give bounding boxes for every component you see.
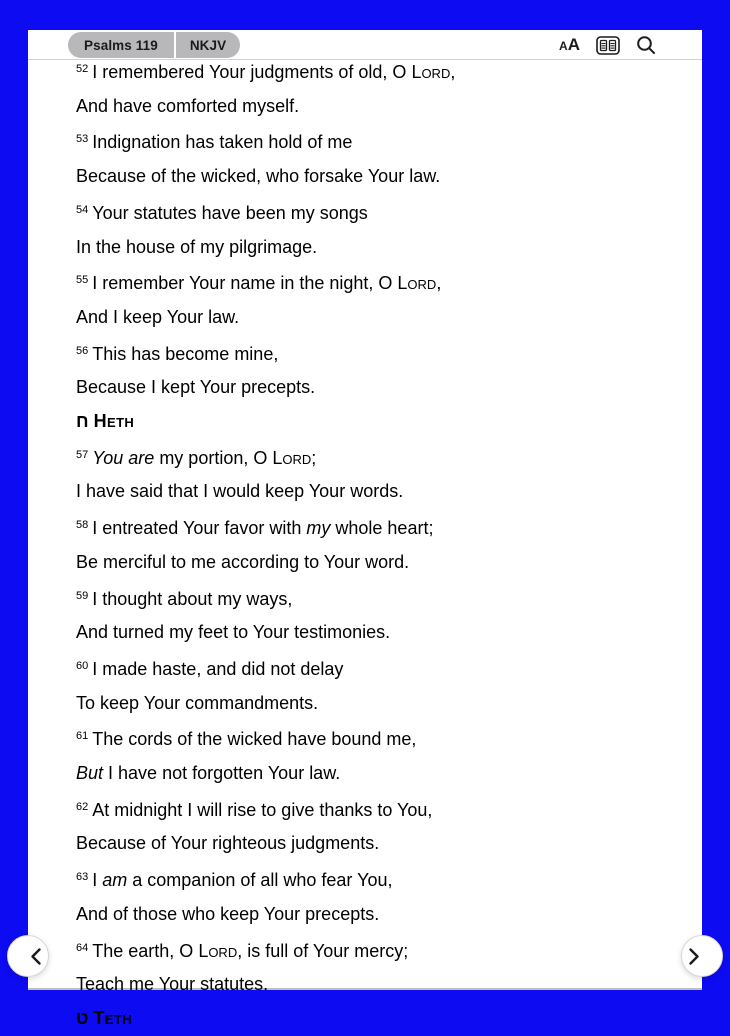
verse-line: To keep Your commandments. <box>76 692 319 713</box>
text-size-icon: A A <box>559 35 580 54</box>
verse-line: And have comforted myself. <box>76 95 300 116</box>
verse-line: $^{55}$ I remember Your name in the night, O Lord, <box>76 273 442 294</box>
verse-line: Because I kept Your precepts. <box>76 377 316 398</box>
verse-line: I have said that I would keep Your words. <box>76 481 404 502</box>
next-page-button[interactable] <box>681 935 723 977</box>
verse-line: $^{56}$ This has become mine, <box>76 343 279 364</box>
verse-number: 61 <box>76 730 89 743</box>
verse-line: $^{64}$ The earth, O Lord, is full of Your mercy; <box>76 940 409 961</box>
search-button[interactable] <box>636 35 656 55</box>
verse-number: 55 <box>76 274 89 287</box>
bible-reader-window <box>28 30 702 1028</box>
translation-button[interactable]: NKJV <box>176 32 240 58</box>
chevron-left-icon <box>23 948 33 965</box>
search-icon <box>636 35 656 55</box>
verse-line: Because of the wicked, who forsake Your law. <box>76 166 441 187</box>
verse-line: And I keep Your law. <box>76 306 240 327</box>
verse-number: 64 <box>76 941 89 954</box>
verse-number: 59 <box>76 589 89 602</box>
chevron-right-icon <box>697 948 707 965</box>
verse-line: $^{62}$ At midnight I will rise to give thanks to You, <box>76 799 433 820</box>
verse-line: $^{57}$ You are my portion, O Lord; <box>76 447 317 468</box>
verse-line: Because of Your righteous judgments. <box>76 833 380 854</box>
previous-page-button[interactable] <box>7 935 49 977</box>
verse-number: 60 <box>76 659 89 672</box>
book-chapter-button[interactable]: Psalms 119 <box>68 32 174 58</box>
verse-number: 62 <box>76 800 89 813</box>
verse-line: And of those who keep Your precepts. <box>76 903 380 924</box>
section-heading: ח Heth <box>76 411 135 432</box>
verse-line: $^{63}$ I am a companion of all who fear You, <box>76 870 393 891</box>
verse-number: 58 <box>76 519 89 532</box>
reader-icon <box>596 36 620 55</box>
verse-number: 63 <box>76 871 89 884</box>
text-size-button[interactable] <box>559 35 580 55</box>
verse-number: 56 <box>76 344 89 357</box>
verse-number: 52 <box>76 63 89 75</box>
reader-parallel-button[interactable] <box>596 36 620 55</box>
verse-line: $^{53}$ Indignation has taken hold of me <box>76 132 353 153</box>
verse-line: But I have not forgotten Your law. <box>76 763 341 784</box>
verse-line: $^{58}$ I entreated Your favor with my whole heart; <box>76 518 434 539</box>
verse-line: $^{54}$ Your statutes have been my songs <box>76 202 368 223</box>
verse-lines <box>76 53 666 1036</box>
verse-line: Teach me Your statutes. <box>76 974 269 995</box>
verse-line: $^{52}$ I remembered Your judgments of old, O Lord, <box>76 62 456 82</box>
verse-number: 57 <box>76 448 89 461</box>
verse-line: $^{61}$ The cords of the wicked have bound me, <box>76 729 417 750</box>
verse-line: And turned my feet to Your testimonies. <box>76 622 391 643</box>
verse-line: $^{60}$ I made haste, and did not delay <box>76 658 344 679</box>
scripture-content[interactable] <box>28 53 702 1036</box>
section-heading: ט Teth <box>76 1007 133 1028</box>
verse-line: In the house of my pilgrimage. <box>76 236 318 257</box>
verse-line: Be merciful to me according to Your word. <box>76 551 410 572</box>
verse-number: 54 <box>76 203 89 216</box>
toolbar-icons <box>559 35 656 55</box>
verse-number: 53 <box>76 133 89 146</box>
verse-line: $^{59}$ I thought about my ways, <box>76 588 293 609</box>
